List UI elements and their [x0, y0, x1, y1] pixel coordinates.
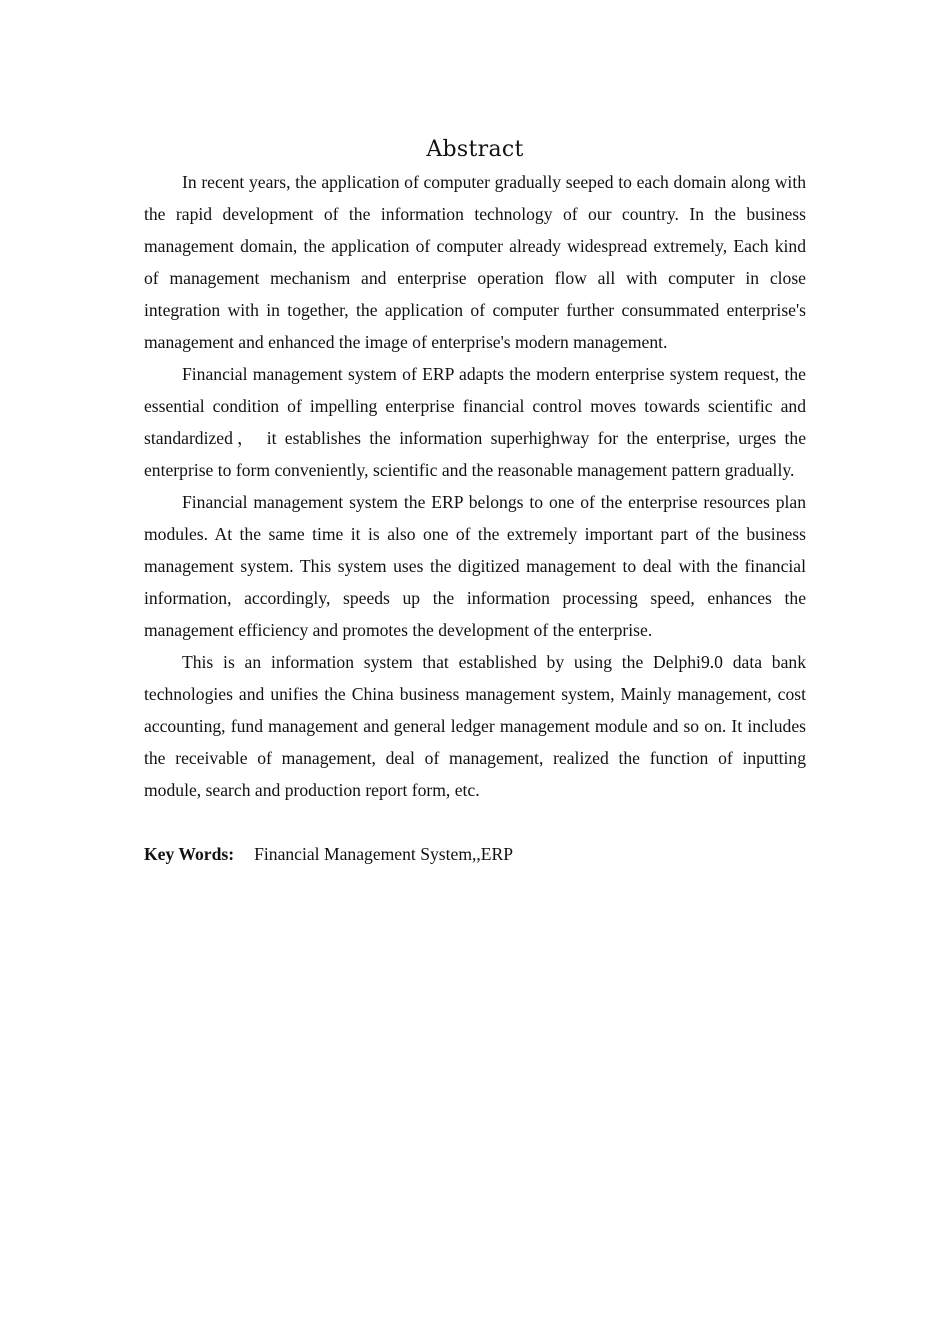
abstract-paragraph-1: In recent years, the application of computer gradually seeped to each domain along with the rapid development of the information technology of our country. In the business management domain, the application of computer already widespread extremely, Each kind of management mechanism and enterprise operation flow all with computer in close integration with in together, the application of computer further consummated enterprise's management and enhanced the image of enterprise's modern management.	[144, 172, 806, 352]
abstract-paragraph-4: This is an information system that established by using the Delphi9.0 data bank technologies and unifies the China business management system, Mainly management, cost accounting, fund management and general ledger management module and so on. It includes the receivable of management, deal of management, realized the function of inputting module, search and production report form, etc.	[144, 652, 806, 800]
abstract-title: Abstract	[426, 137, 524, 162]
document-page	[144, 134, 806, 870]
keywords-line	[144, 838, 806, 870]
abstract-paragraph-2: Financial management system of ERP adapts the modern enterprise system request, the essential condition of impelling enterprise financial control moves towards scientific and standardized， it establishes the information superhighway for the enterprise, urges the enterprise to form conveniently, scientific and the reasonable management pattern gradually.	[144, 364, 806, 480]
keywords-value: Financial Management System,,ERP	[254, 844, 514, 864]
abstract-paragraph-3: Financial management system the ERP belongs to one of the enterprise resources plan modules. At the same time it is also one of the extremely important part of the business management system. This system uses the digitized management to deal with the financial information, accordingly, speeds up the information processing speed, enhances the management efficiency and promotes the development of the enterprise.	[144, 492, 806, 640]
keywords-label: Key Words:	[144, 844, 235, 864]
